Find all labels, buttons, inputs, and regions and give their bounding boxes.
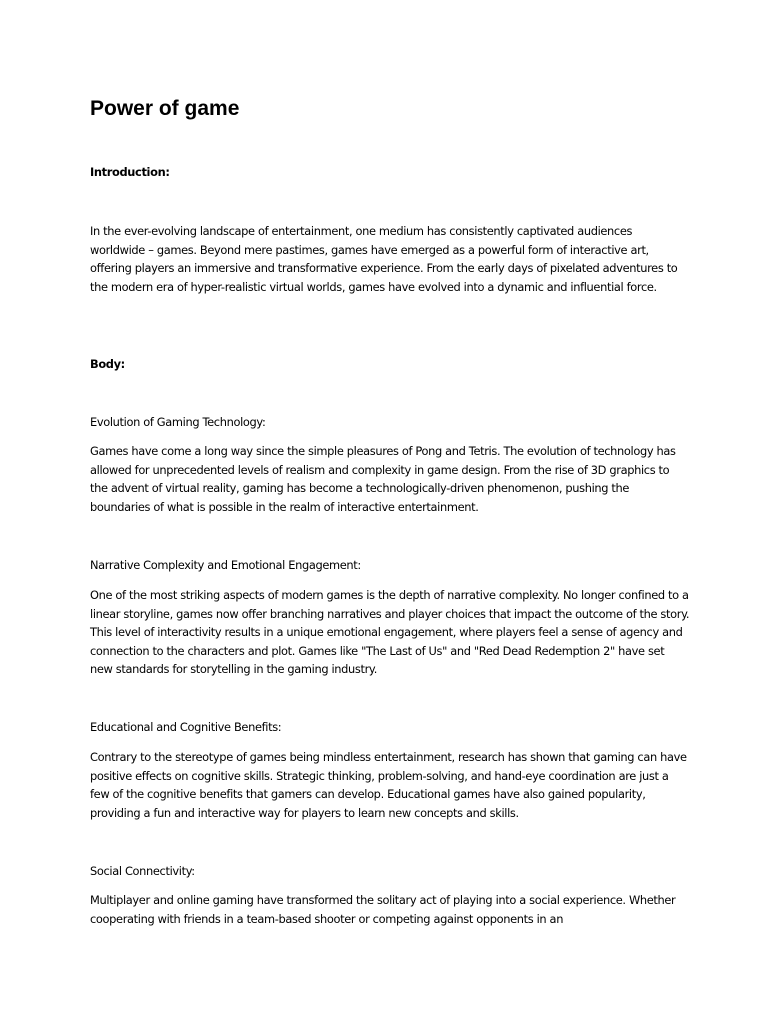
section-heading-narrative: Narrative Complexity and Emotional Engagement: xyxy=(90,558,361,572)
section-heading-educational: Educational and Cognitive Benefits: xyxy=(90,720,282,734)
section-heading-social: Social Connectivity: xyxy=(90,864,195,878)
body-heading: Body: xyxy=(90,357,125,371)
section-paragraph-educational: Contrary to the stereotype of games being mindless entertainment, research has shown that gaming can have positive effects on cognitive skills. Strategic thinking, problem-solving, and hand-eye coordination are just a few of the cognitive benefits that gamers can develop. Educational games have also gained popularity, providing a fun and interactive way for players to learn new concepts and skills. xyxy=(90,750,687,820)
section-paragraph-social: Multiplayer and online gaming have transformed the solitary act of playing into a social experience. Whether cooperating with friends in a team-based shooter or competing against opponents in an xyxy=(90,893,676,926)
section-paragraph-narrative: One of the most striking aspects of modern games is the depth of narrative complexity. No longer confined to a linear storyline, games now offer branching narratives and player choices that impact the outcome of the story. This level of interactivity results in a unique emotional engagement, where players feel a sense of agency and connection to the characters and plot. Games like "The Last of Us" and "Red Dead Redemption 2" have set new standards for storytelling in the gaming industry. xyxy=(90,588,690,677)
introduction-heading: Introduction: xyxy=(90,165,170,179)
introduction-paragraph: In the ever-evolving landscape of entertainment, one medium has consistently captivated audiences worldwide – games. Beyond mere pastimes, games have emerged as a powerful form of interactive art, offering players an immersive and transformative experience. From the early days of pixelated adventures to the modern era of hyper-realistic virtual worlds, games have evolved into a dynamic and influential force. xyxy=(90,224,678,294)
section-heading-evolution: Evolution of Gaming Technology: xyxy=(90,415,266,429)
document-title: Power of game xyxy=(90,97,240,120)
section-paragraph-evolution: Games have come a long way since the simple pleasures of Pong and Tetris. The evolution of technology has allowed for unprecedented levels of realism and complexity in game design. From the rise of 3D graphics to the advent of virtual reality, gaming has become a technologically-driven phenomenon, pushing the boundaries of what is possible in the realm of interactive entertainment. xyxy=(90,444,676,514)
